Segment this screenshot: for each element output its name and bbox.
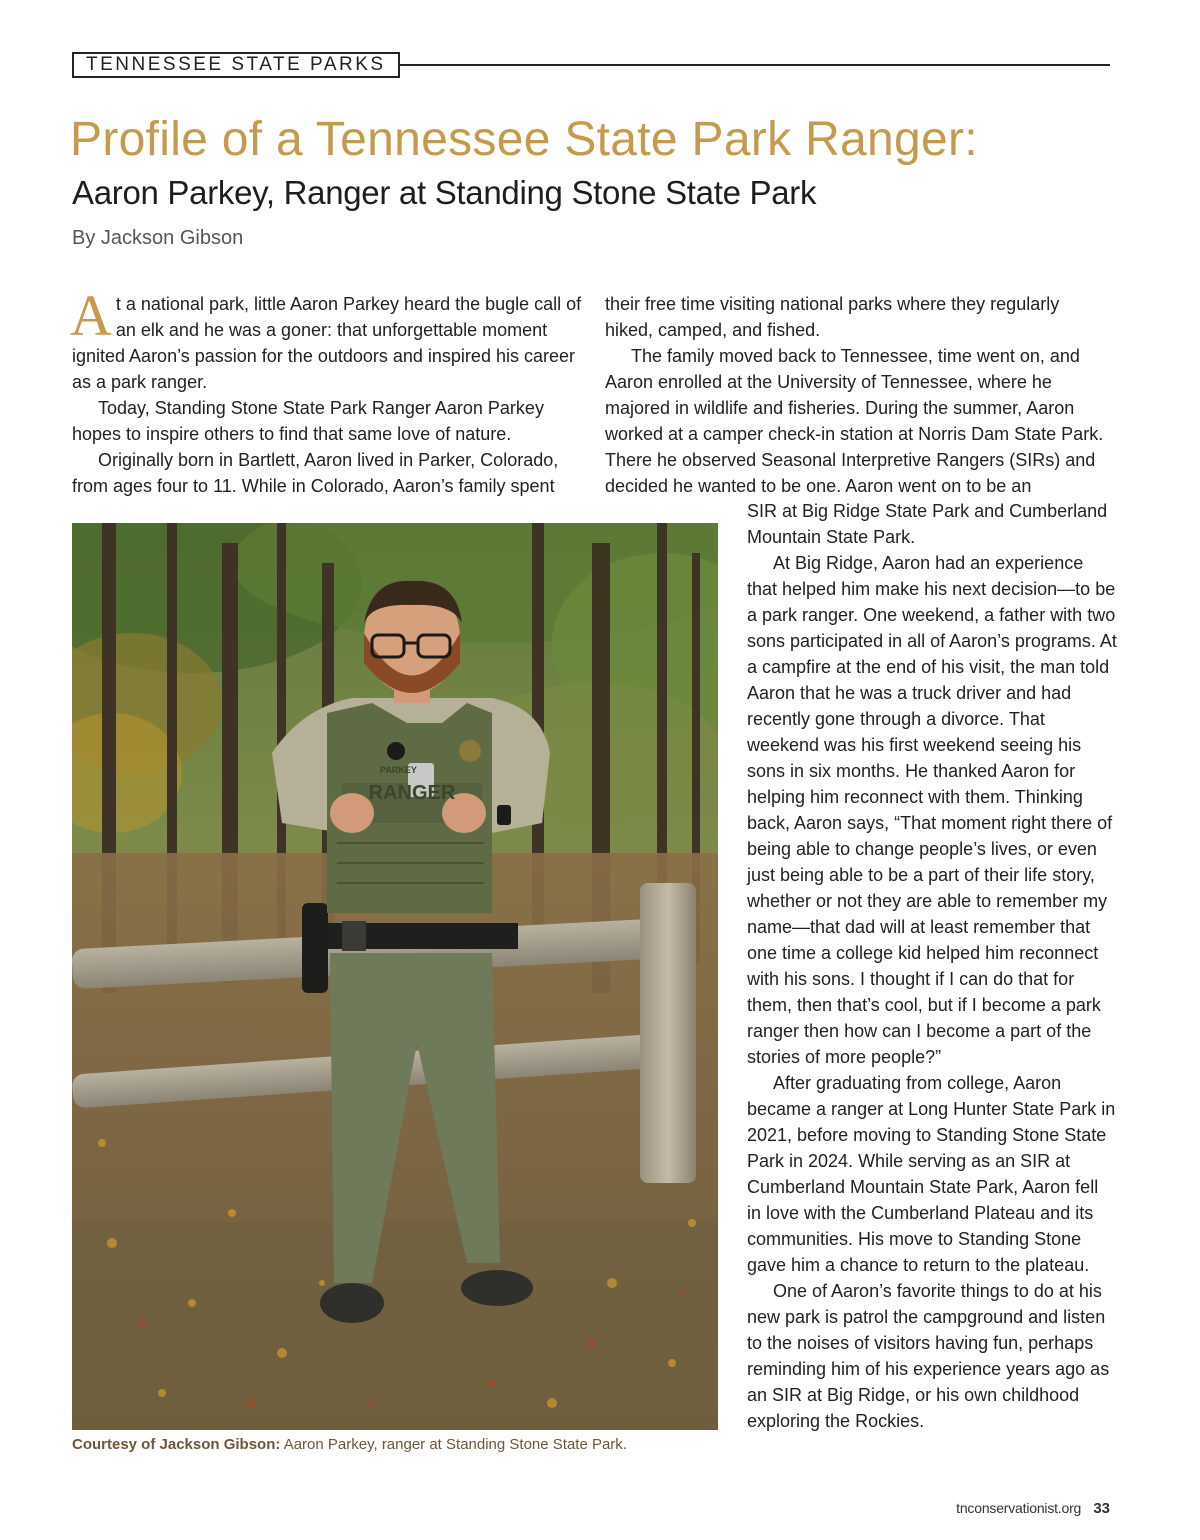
article-subtitle: Aaron Parkey, Ranger at Standing Stone State Park <box>72 174 817 211</box>
paragraph-text: t a national park, little Aaron Parkey heard the bugle call of an elk and he was a goner: that unforgettable moment ignited Aaron’s passion for the outdoors and inspired his career as a park ranger. <box>72 294 582 392</box>
page-footer <box>956 1500 1110 1517</box>
vest-text: RANGER <box>368 782 456 804</box>
caption-credit: Courtesy of Jackson Gibson: <box>72 1436 281 1453</box>
text-column-3 <box>747 498 1117 1434</box>
paragraph: The family moved back to Tennessee, time went on, and Aaron enrolled at the University of Tennessee, where he majored in wildlife and fisheries. During the summer, Aaron worked at a camper check-in station at Norris Dam State Park. There he observed Seasonal Interpretive Rangers (SIRs) and decided he wanted to be one. Aaron went on to be an <box>605 346 1104 496</box>
text-column-2 <box>605 291 1110 499</box>
paragraph <box>70 283 584 395</box>
paragraph: their free time visiting national parks where they regularly hiked, camped, and fished. <box>605 294 1060 340</box>
photo-caption <box>72 1436 627 1453</box>
page-number: 33 <box>1093 1500 1110 1517</box>
article-title: Profile of a Tennessee State Park Ranger: <box>70 113 978 166</box>
section-label <box>72 52 400 78</box>
drop-cap: A <box>70 283 112 348</box>
ranger-photo <box>72 523 718 1430</box>
paragraph: One of Aaron’s favorite things to do at his new park is patrol the campground and listen to the noises of visitors having fun, perhaps reminding him of his experience years ago as an SIR at Big Ridge, or his own childhood exploring the Rockies. <box>747 1281 1110 1431</box>
article-byline: By Jackson Gibson <box>72 227 244 249</box>
paragraph: At Big Ridge, Aaron had an experience that helped him make his next decision—to be a park ranger. One weekend, a father with two sons participated in all of Aaron’s programs. At a campfire at the end of his visit, the man told Aaron that he was a truck driver and had recently gone through a divorce. That weekend was his first weekend seeing his sons in six months. He thanked Aaron for helping him reconnect with them. Thinking back, Aaron says, “That moment right there of being able to change people’s lives, or even just being able to be a part of their life story, whether or not they are able to remember my name—that dad will at least remember that one time a college kid helped him reconnect with his sons. I thought if I can do that for them, then that’s cool, but if I become a park ranger then how can I become a part of the stories of more people?” <box>747 553 1117 1067</box>
paragraph: Today, Standing Stone State Park Ranger Aaron Parkey hopes to inspire others to find that same love of nature. <box>72 398 544 444</box>
section-rule <box>400 64 1110 66</box>
paragraph: After graduating from college, Aaron became a ranger at Long Hunter State Park in 2021, before moving to Standing Stone State Park in 2024. While serving as an SIR at Cumberland Mountain State Park, Aaron fell in love with the Cumberland Plateau and its communities. His move to Standing Stone gave him a chance to return to the plateau. <box>747 1073 1116 1275</box>
paragraph: Originally born in Bartlett, Aaron lived in Parker, Colorado, from ages four to 11. While in Colorado, Aaron’s family spent <box>72 450 559 496</box>
text-column-1 <box>70 283 584 499</box>
paragraph: SIR at Big Ridge State Park and Cumberland Mountain State Park. <box>747 501 1108 547</box>
section-label-text: TENNESSEE STATE PARKS <box>86 54 386 75</box>
vest-name-tag: PARKEY <box>380 765 417 775</box>
caption-text: Aaron Parkey, ranger at Standing Stone State Park. <box>280 1436 627 1453</box>
footer-site: tnconservationist.org <box>956 1500 1082 1516</box>
